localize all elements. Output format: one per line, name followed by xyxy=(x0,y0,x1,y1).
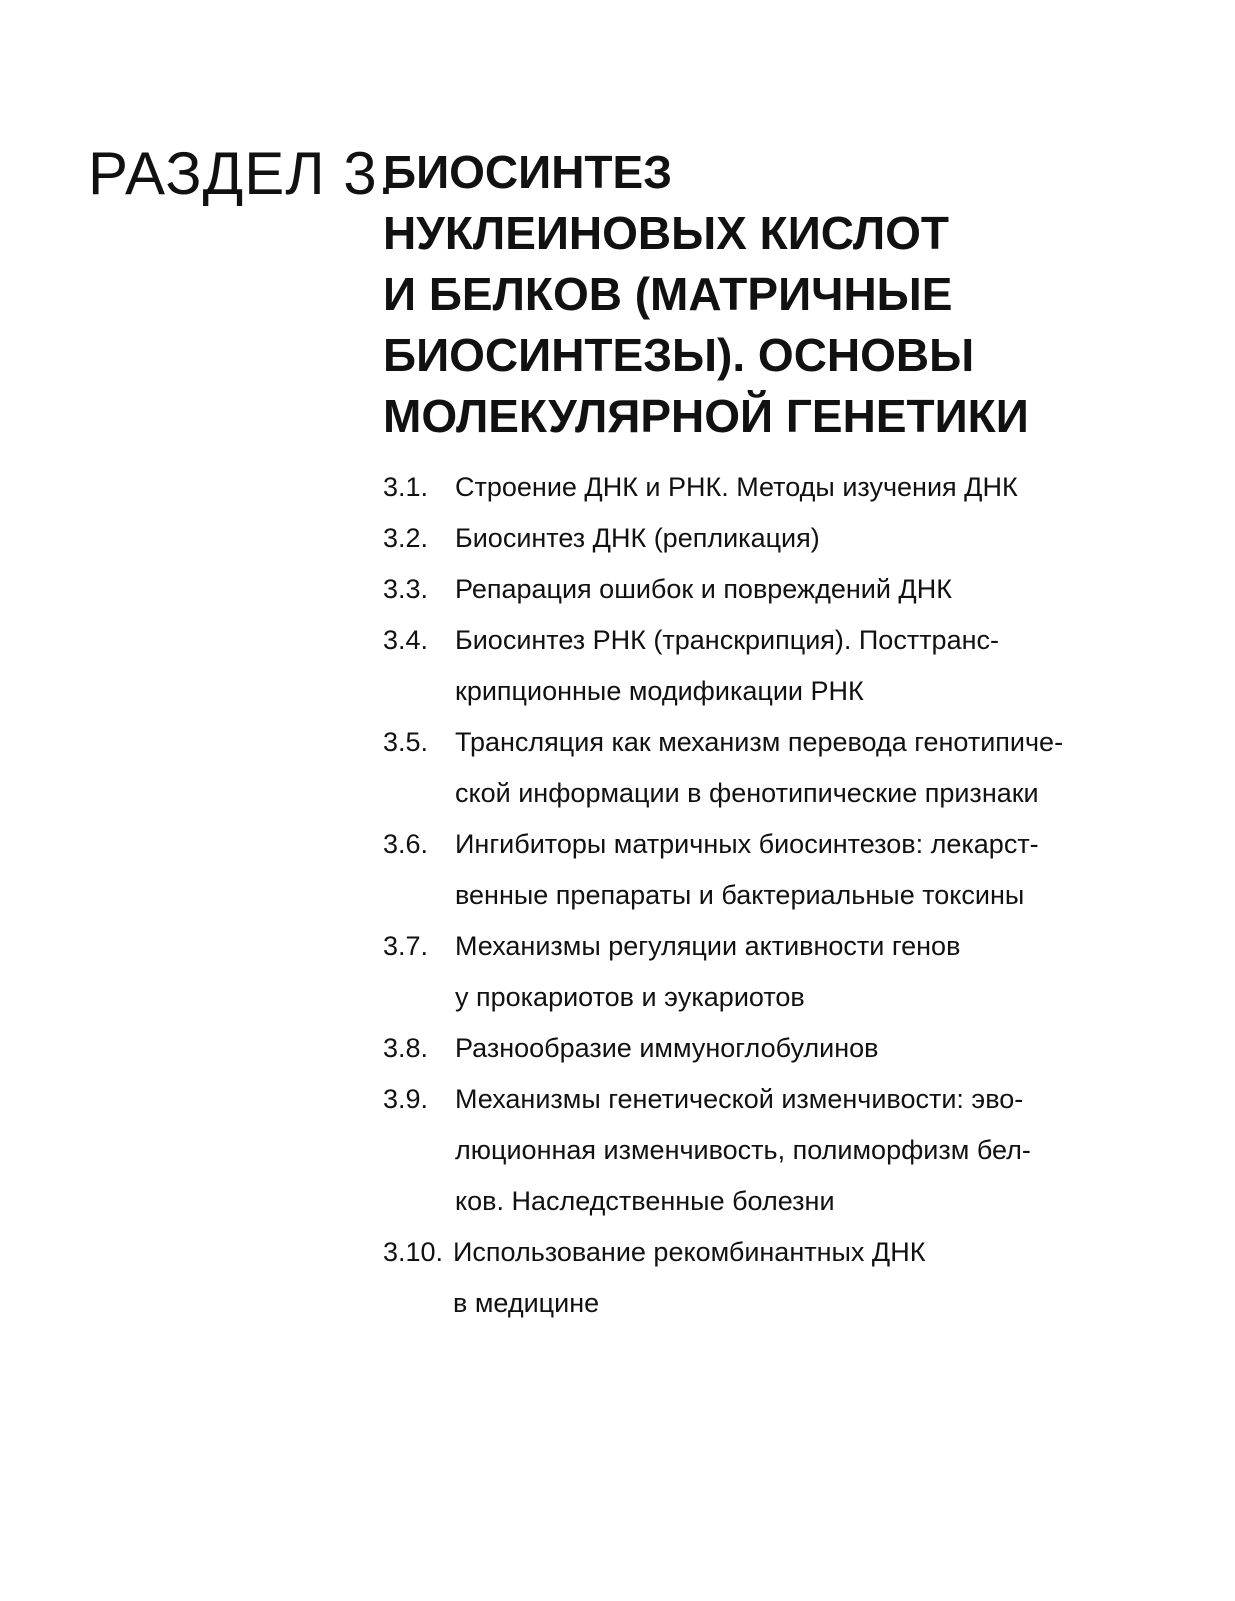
toc-text xyxy=(455,462,1143,513)
toc-number: 3.3. xyxy=(383,574,429,604)
section-title xyxy=(383,142,1203,447)
toc-line: Механизмы регуляции активности генов xyxy=(455,931,961,961)
toc-item xyxy=(383,717,1143,819)
toc-text xyxy=(455,717,1143,819)
toc-number: 3.5. xyxy=(383,727,429,757)
toc-text xyxy=(455,564,1143,615)
toc-line: Разнообразие иммуноглобулинов xyxy=(455,1033,879,1063)
toc-text xyxy=(453,1227,1143,1329)
toc-line: Репарация ошибок и повреждений ДНК xyxy=(455,574,952,604)
toc-item xyxy=(383,564,1143,615)
toc-text xyxy=(455,921,1143,1023)
section-title-line: МОЛЕКУЛЯРНОЙ ГЕНЕТИКИ xyxy=(383,390,1029,442)
toc-number: 3.2. xyxy=(383,523,429,553)
toc-line: Строение ДНК и РНК. Методы изучения ДНК xyxy=(455,472,1018,502)
toc-line: венные препараты и бактериальные токсины xyxy=(455,880,1025,910)
toc-number: 3.6. xyxy=(383,829,429,859)
toc-number: 3.4. xyxy=(383,625,429,655)
toc-item xyxy=(383,1023,1143,1074)
toc-item xyxy=(383,921,1143,1023)
toc-line: в медицине xyxy=(453,1288,600,1318)
section-title-line: БИОСИНТЕЗЫ). ОСНОВЫ xyxy=(383,329,975,381)
toc-item xyxy=(383,462,1143,513)
toc-line: Биосинтез ДНК (репликация) xyxy=(455,523,820,553)
toc-item xyxy=(383,513,1143,564)
section-title-line: БИОСИНТЕЗ xyxy=(383,146,673,198)
toc-item xyxy=(383,1227,1143,1329)
toc-line: у прокариотов и эукариотов xyxy=(455,982,805,1012)
toc-number: 3.1. xyxy=(383,472,429,502)
toc-number: 3.8. xyxy=(383,1033,429,1063)
toc-item xyxy=(383,615,1143,717)
toc-line: Ингибиторы матричных биосинтезов: лекарст- xyxy=(455,829,1039,859)
toc-line: Биосинтез РНК (транскрипция). Посттранс- xyxy=(455,625,999,655)
toc-item xyxy=(383,819,1143,921)
toc-line: Механизмы генетической изменчивости: эво- xyxy=(455,1084,1024,1114)
toc-text xyxy=(455,513,1143,564)
toc-line: люционная изменчивость, полиморфизм бел- xyxy=(455,1135,1031,1165)
toc-number: 3.9. xyxy=(383,1084,429,1114)
toc-text xyxy=(455,1023,1143,1074)
toc-line: Трансляция как механизм перевода генотипиче- xyxy=(455,727,1064,757)
section-label: РАЗДЕЛ 3. xyxy=(88,140,396,207)
section-title-line: И БЕЛКОВ (МАТРИЧНЫЕ xyxy=(383,268,953,320)
toc-item xyxy=(383,1074,1143,1227)
table-of-contents xyxy=(383,462,1143,1329)
toc-number: 3.10. xyxy=(383,1237,444,1267)
toc-number: 3.7. xyxy=(383,931,429,961)
section-title-line: НУКЛЕИНОВЫХ КИСЛОТ xyxy=(383,207,950,259)
toc-text xyxy=(455,1074,1143,1227)
toc-line: ской информации в фенотипические признаки xyxy=(455,778,1039,808)
toc-line: Использование рекомбинантных ДНК xyxy=(453,1237,926,1267)
toc-line: крипционные модификации РНК xyxy=(455,676,864,706)
toc-text xyxy=(455,819,1143,921)
toc-text xyxy=(455,615,1143,717)
toc-line: ков. Наследственные болезни xyxy=(455,1186,835,1216)
